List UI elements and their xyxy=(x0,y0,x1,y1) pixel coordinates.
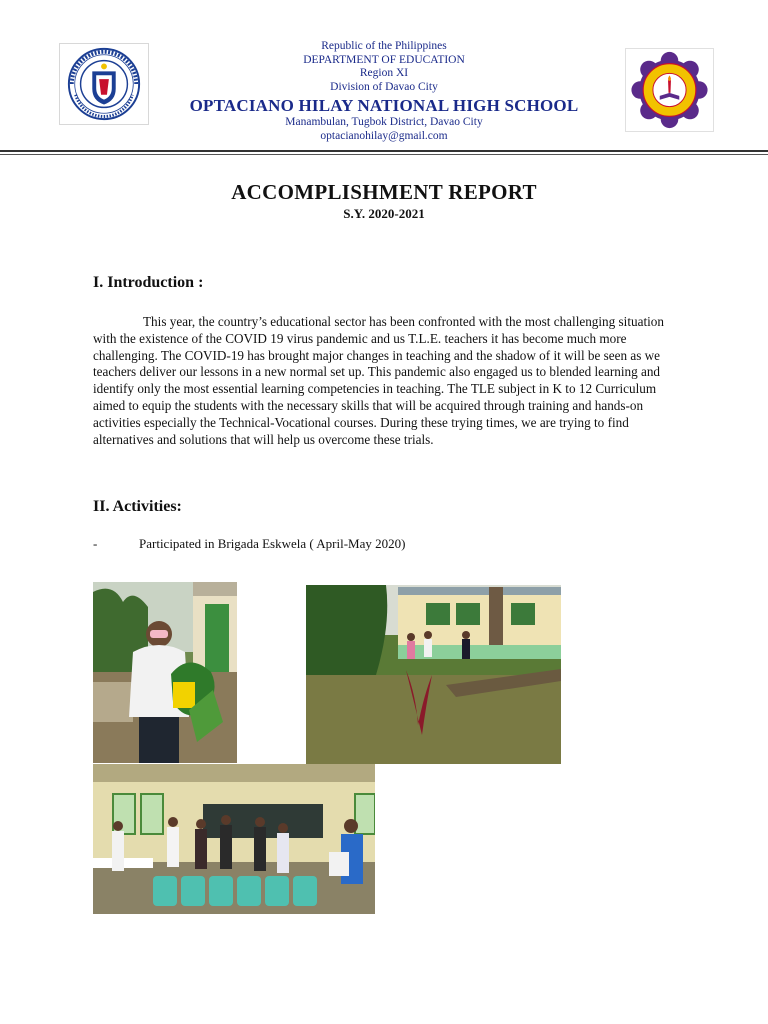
introduction-paragraph: This year, the country’s educational sector has been confronted with the most challenging situation with the existence of the COVID 19 virus pandemic and us T.L.E. teachers it has become much more challenging. The COVID-19 has brought major changes in teaching and the shadow of it will be seen as we teachers deliver our lessons in a new normal set up. This pandemic also engaged us to blended learning and identify only the most essential learning competencies in teaching. The TLE subject in K to 12 Curriculum aimed to equip the students with the necessary skills that will be acquired through training and hands-on activities especially the Technical-Vocational courses. During these trying times, we are trying to find alternatives and solutions that will help us overcome these trials. xyxy=(93,314,664,447)
photo-schoolyard-cleanup xyxy=(306,585,561,764)
deped-seal-logo xyxy=(59,43,149,125)
activity-text: Participated in Brigada Eskwela ( April-May 2020) xyxy=(139,536,406,551)
school-name: OPTACIANO HILAY NATIONAL HIGH SCHOOL xyxy=(189,96,579,116)
letterhead xyxy=(0,40,768,148)
report-title: ACCOMPLISHMENT REPORT xyxy=(231,180,537,204)
activities-heading: II. Activities: xyxy=(93,498,182,515)
introduction-heading: I. Introduction : xyxy=(93,274,204,291)
school-seal-logo xyxy=(625,48,714,132)
school-email: optacianohilay@gmail.com xyxy=(320,129,448,142)
school-address: Manambulan, Tugbok District, Davao City xyxy=(285,116,483,129)
school-year: S.Y. 2020-2021 xyxy=(343,206,425,221)
photo-classroom-group xyxy=(93,764,375,914)
division-line: Division of Davao City xyxy=(330,80,438,93)
letterhead-text xyxy=(150,40,618,144)
activity-list-item xyxy=(93,536,405,552)
photo-teacher-with-plant xyxy=(93,582,237,763)
country-line: Republic of the Philippines xyxy=(321,40,447,52)
department-line: DEPARTMENT OF EDUCATION xyxy=(303,53,465,66)
region-line: Region XI xyxy=(359,67,409,80)
list-dash: - xyxy=(93,536,98,551)
header-divider-thin xyxy=(0,154,768,155)
header-divider-thick xyxy=(0,150,768,152)
